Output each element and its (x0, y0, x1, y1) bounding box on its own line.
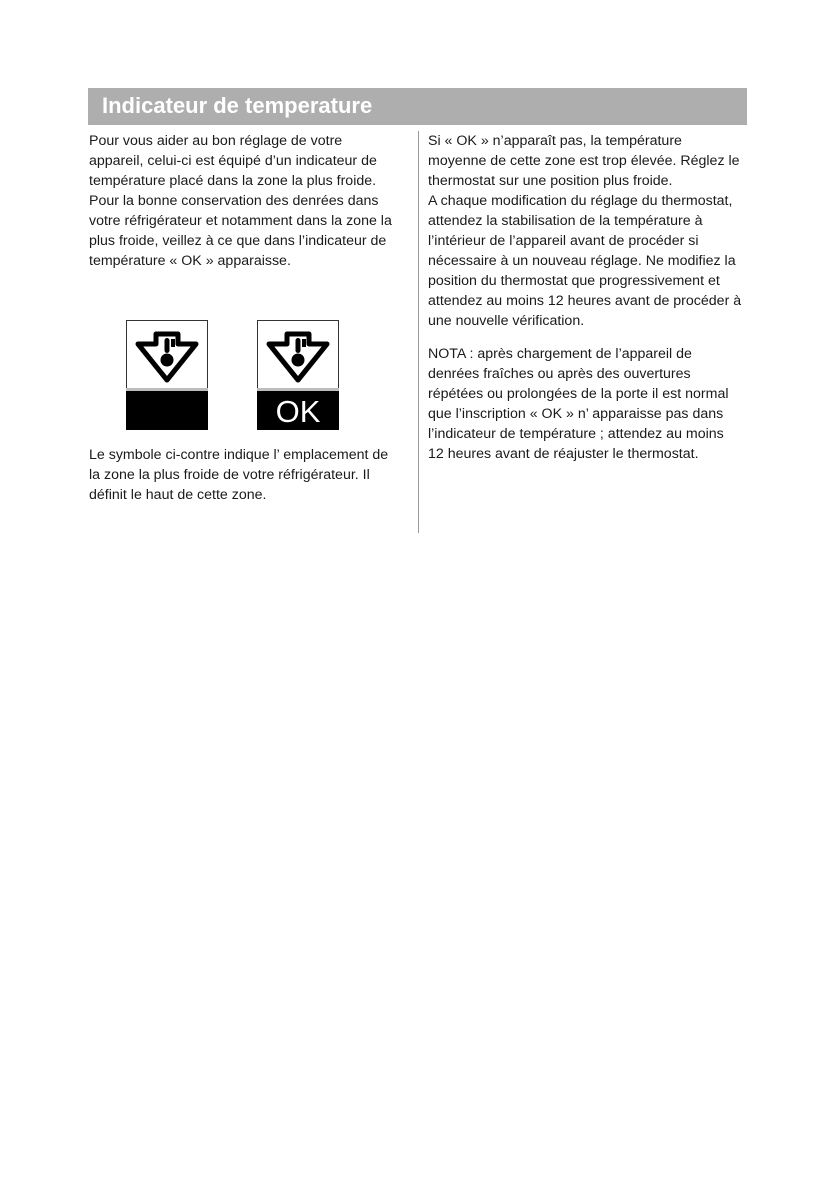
indicator-label-empty (126, 392, 208, 430)
column-divider (418, 131, 419, 533)
section-title: Indicateur de temperature (102, 93, 373, 118)
temperature-indicator-symbol-ok (257, 320, 339, 430)
temperature-indicator-symbol-empty (126, 320, 208, 430)
indicator-label-ok: OK (275, 394, 321, 429)
symbol-caption: Le symbole ci-contre indique l’ emplacement de la zone la plus froide de votre réfrigérateur. Il définit le haut de cette zone. (89, 447, 389, 503)
left-column (89, 131, 399, 271)
right-column (428, 131, 743, 464)
right-paragraph-1: Si « OK » n’apparaît pas, la température moyenne de cette zone est trop élevée. Réglez le thermostat sur une position plus froide. (428, 133, 740, 189)
left-paragraph-2: Pour la bonne conservation des denrées dans votre réfrigérateur et notamment dans la zone la plus froide, veillez à ce que dans l’indicateur de température « OK » apparaisse. (89, 193, 392, 269)
nota-paragraph: NOTA : après chargement de l’appareil de denrées fraîches ou après des ouvertures répétées ou prolongées de la porte il est normal que l’inscription « OK » n’ apparaisse pas dans l’indicateur de température ; attendez au moins 12 heures avant de réajuster le thermostat. (428, 346, 729, 462)
section-title-bar (88, 88, 747, 125)
left-paragraph-1: Pour vous aider au bon réglage de votre appareil, celui-ci est équipé d’un indicateur de température placé dans la zone la plus froide. (89, 133, 377, 189)
right-paragraph-2: A chaque modification du réglage du thermostat, attendez la stabilisation de la température à l’intérieur de l’appareil avant de procéder si nécessaire à un nouveau réglage. Ne modifiez la position du thermostat que progressivement et attendez au moins 12 heures avant de procéder à une nouvelle vérification. (428, 193, 742, 329)
left-caption-block (89, 445, 399, 505)
